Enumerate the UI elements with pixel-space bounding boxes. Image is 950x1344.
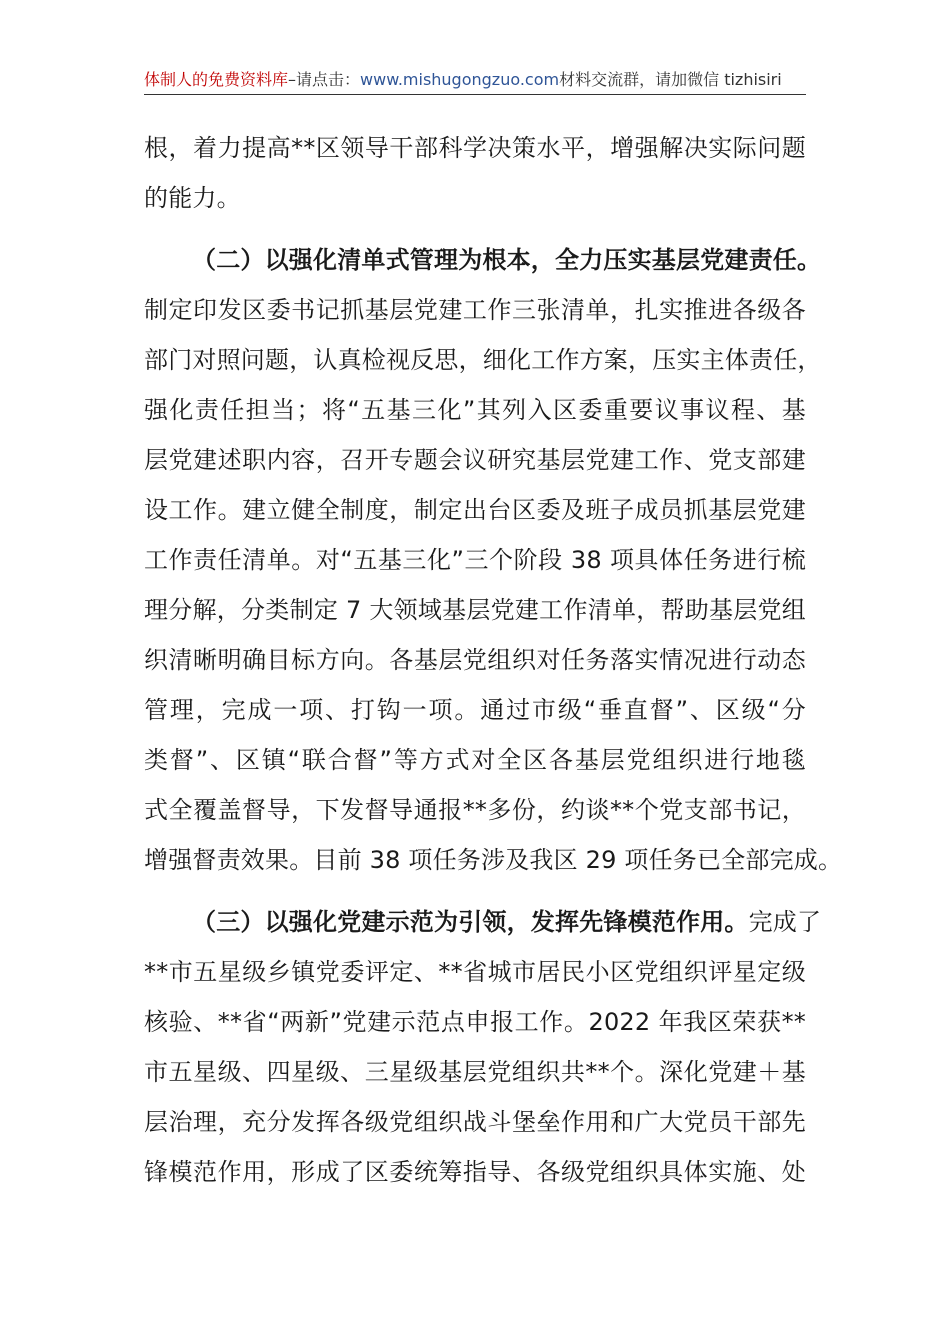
header-separator: –请点击： [288, 70, 361, 89]
text-line: 设工作。建立健全制度，制定出台区委及班子成员抓基层党建 [144, 496, 806, 524]
paragraph [144, 235, 843, 885]
header-url-link[interactable]: www.mishugongzuo.com [360, 70, 560, 89]
text-line: 市五星级、四星级、三星级基层党组织共**个。深化党建＋基 [144, 1058, 806, 1086]
text-line: 锋模范作用，形成了区委统筹指导、各级党组织具体实施、处 [144, 1158, 806, 1186]
header-brand[interactable]: 体制人的免费资料库 [144, 70, 289, 89]
text-line: 织清晰明确目标方向。各基层党组织对任务落实情况进行动态 [144, 646, 806, 674]
section-heading: （三）以强化党建示范为引领，发挥先锋模范作用。 [192, 908, 749, 936]
text-line: 增强督责效果。目前 38 项任务涉及我区 29 项任务已全部完成。 [144, 846, 843, 874]
text-line: **市五星级乡镇党委评定、**省城市居民小区党组织评星定级 [144, 958, 806, 986]
text-line: 管理，完成一项、打钩一项。通过市级“垂直督”、区级“分 [144, 696, 806, 724]
paragraph [144, 897, 822, 1197]
text-line: 部门对照问题，认真检视反思，细化工作方案，压实主体责任， [144, 346, 822, 374]
section-heading: （二）以强化清单式管理为根本，全力压实基层党建责任。 [192, 246, 822, 274]
page-header [144, 68, 806, 95]
text-line: 理分解，分类制定 7 大领域基层党建工作清单，帮助基层党组 [144, 596, 806, 624]
text-line: 核验、**省“两新”党建示范点申报工作。2022 年我区荣获** [144, 1008, 806, 1036]
text-line: 的能力。 [144, 184, 241, 212]
text-line: 制定印发区委书记抓基层党建工作三张清单，扎实推进各级各 [144, 296, 806, 324]
section-heading-line [144, 235, 822, 285]
text-run: 完成了 [748, 908, 822, 936]
text-line: 强化责任担当；将“五基三化”其列入区委重要议事议程、基 [144, 396, 806, 424]
text-line: 层治理，充分发挥各级党组织战斗堡垒作用和广大党员干部先 [144, 1108, 806, 1136]
text-line: 式全覆盖督导，下发督导通报**多份，约谈**个党支部书记， [144, 796, 806, 824]
text-line: 根，着力提高**区领导干部科学决策水平，增强解决实际问题 [144, 134, 806, 162]
text-line: 层党建述职内容，召开专题会议研究基层党建工作、党支部建 [144, 446, 806, 474]
header-contact: 材料交流群，请加微信 tizhisiri [559, 70, 782, 89]
text-line: 工作责任清单。对“五基三化”三个阶段 38 项具体任务进行梳 [144, 546, 806, 574]
text-line: 类督”、区镇“联合督”等方式对全区各基层党组织进行地毯 [144, 746, 806, 774]
section-heading-line [144, 897, 822, 947]
paragraph [144, 123, 806, 223]
document-body [144, 123, 843, 1197]
